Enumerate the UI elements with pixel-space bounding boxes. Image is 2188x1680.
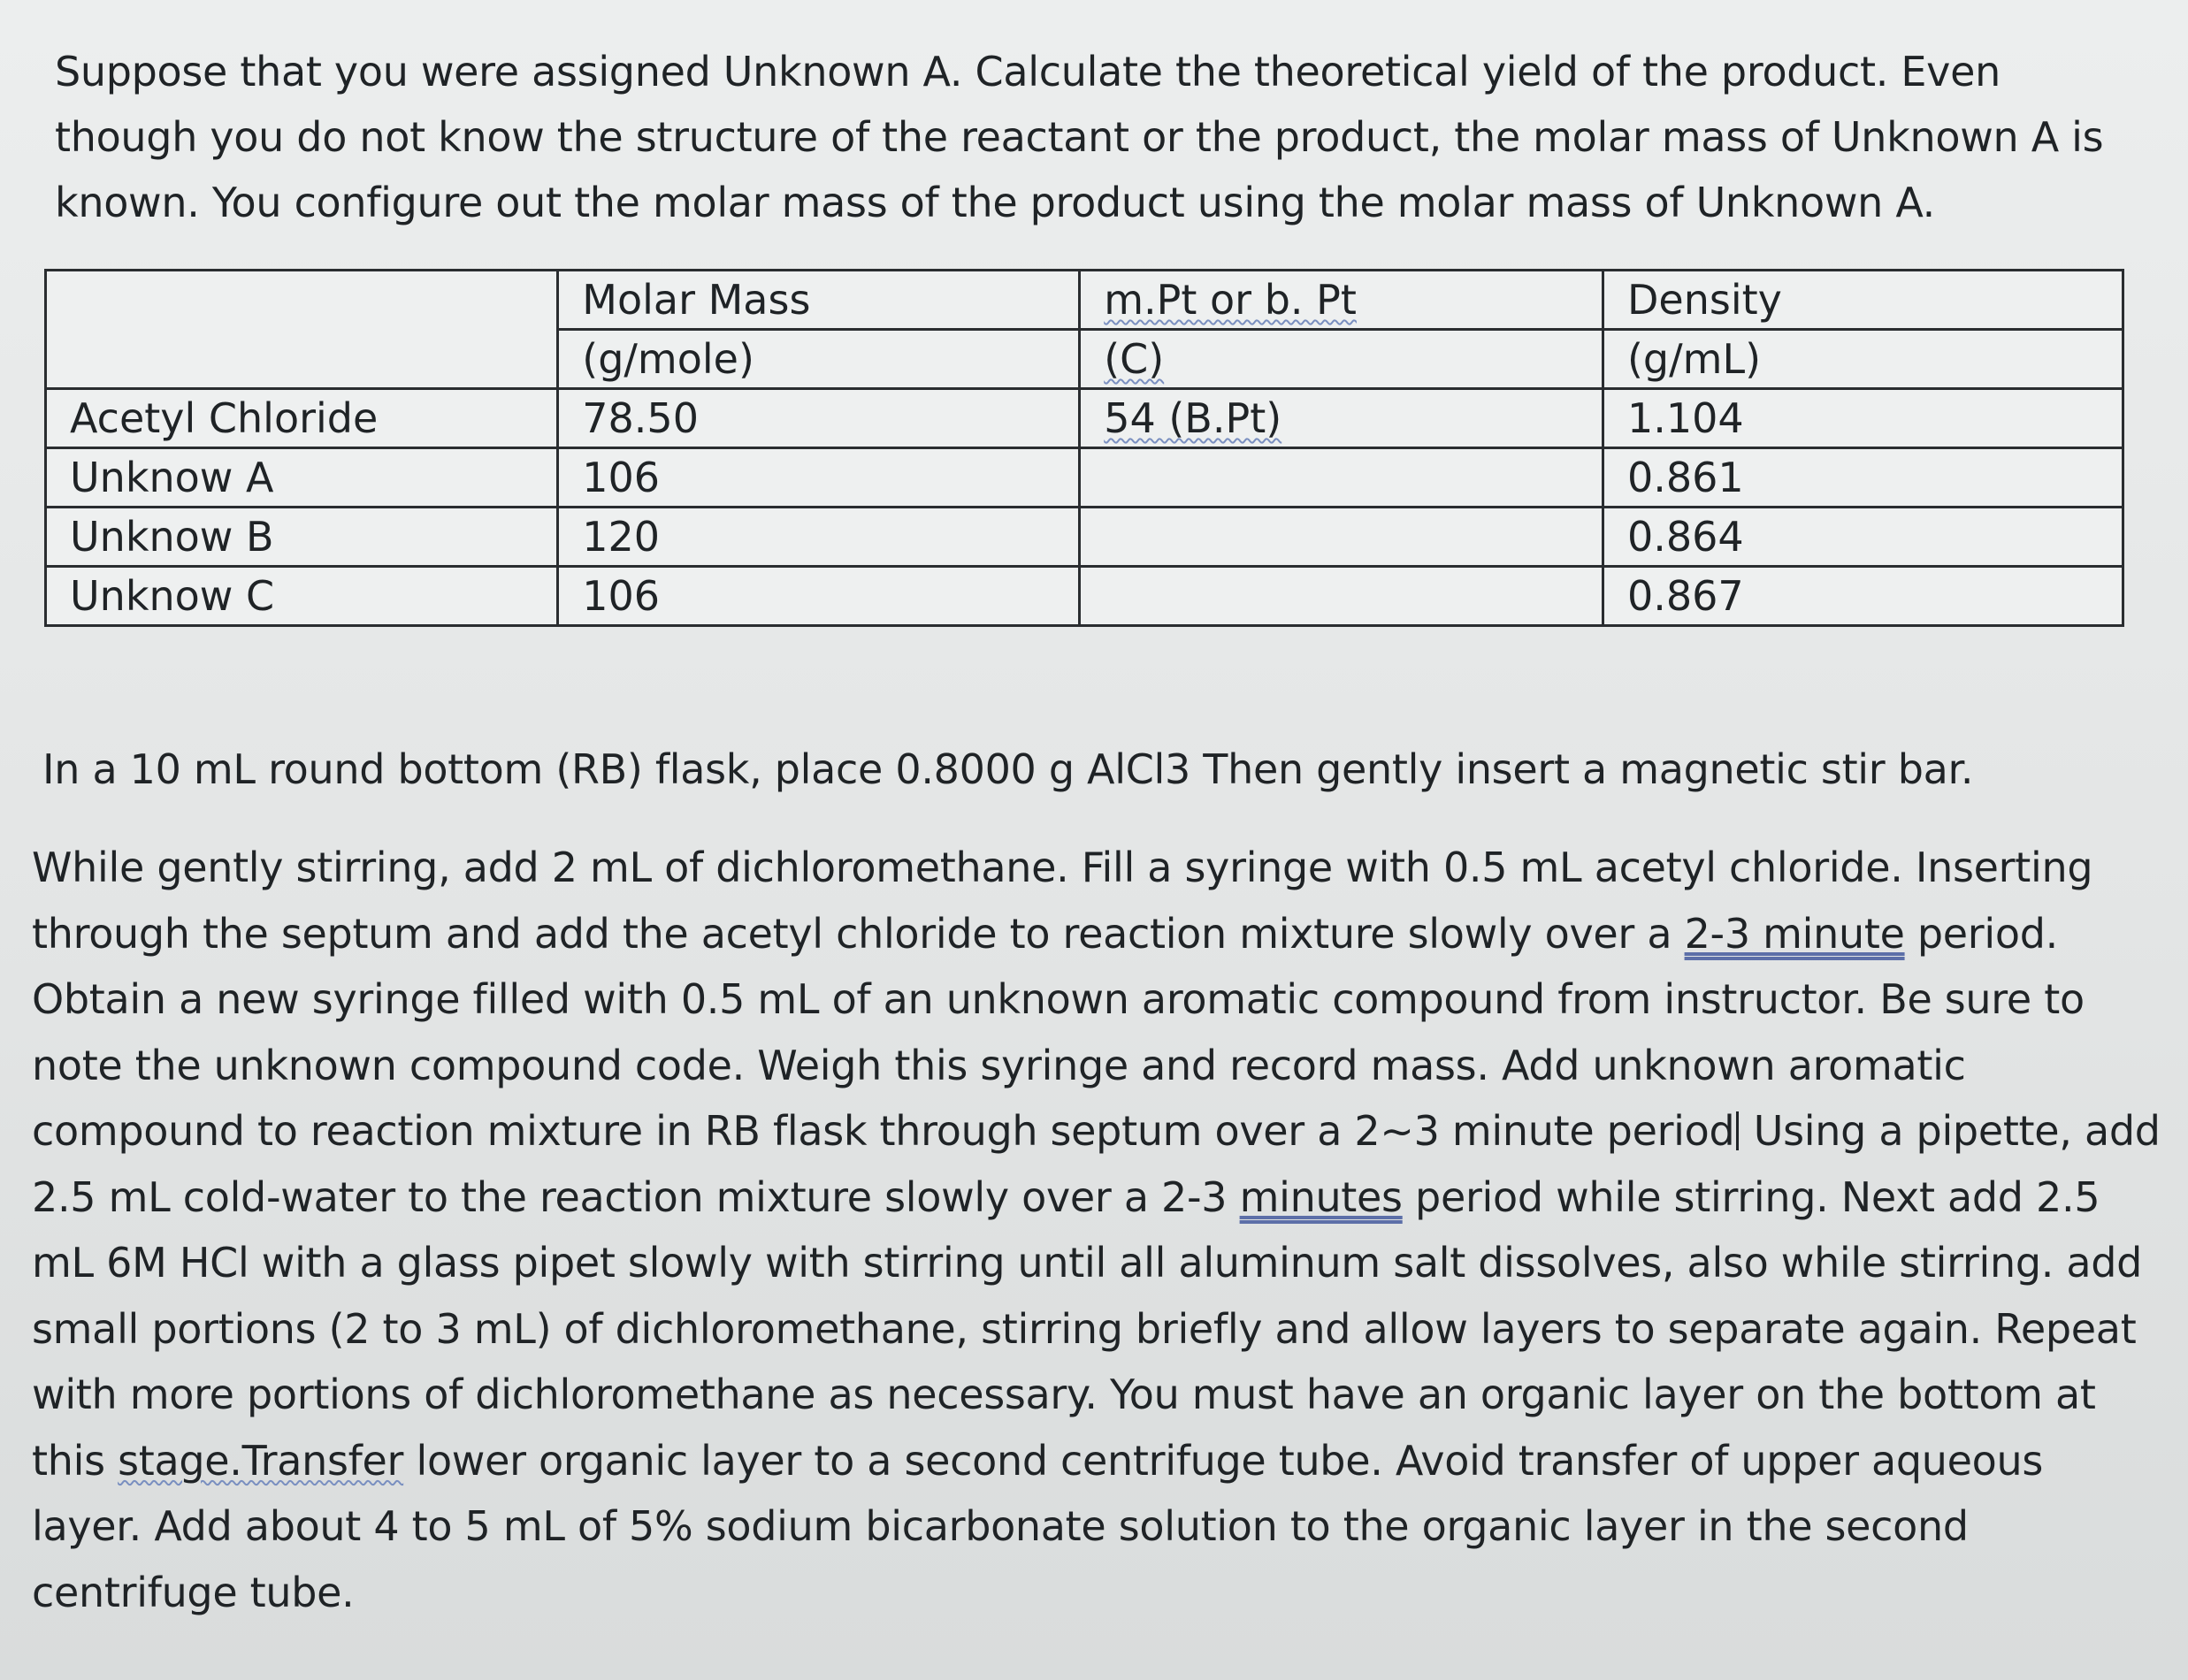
table-header-row-1 — [46, 271, 2123, 330]
table-row — [46, 389, 2123, 448]
compound-name: Unknow B — [46, 508, 558, 567]
header-molar-mass: Molar Mass — [558, 271, 1080, 330]
header-mp-bp-unit-text: (C) — [1104, 335, 1165, 383]
header-mp-bp — [1080, 271, 1603, 330]
molar-mass-value: 120 — [558, 508, 1080, 567]
header-mp-bp-unit — [1080, 330, 1603, 389]
table-row — [46, 508, 2123, 567]
header-density: Density — [1603, 271, 2123, 330]
molar-mass-value: 106 — [558, 567, 1080, 626]
mp-bp-value — [1080, 567, 1603, 626]
density-value: 0.864 — [1603, 508, 2123, 567]
header-density-unit: (g/mL) — [1603, 330, 2123, 389]
density-value: 1.104 — [1603, 389, 2123, 448]
intro-paragraph: Suppose that you were assigned Unknown A. Calculate the theoretical yield of the product. Even though you do not know the structure of the reactant or the product, the molar mass of Unknown A is known. You configure out the molar mass of the product using the molar mass of Unknown A. — [55, 48, 2104, 226]
procedure-text-a: While gently stirring, add 2 mL of dichloromethane. Fill a syringe with 0.5 mL acetyl chloride. Inserting through the septum and add the acetyl chloride to reaction mixture slowly over a — [32, 844, 2093, 958]
mp-bp-value — [1080, 389, 1603, 448]
density-value: 0.861 — [1603, 448, 2123, 508]
header-blank-cell — [46, 271, 558, 389]
text-cursor[interactable] — [1736, 1111, 1739, 1150]
molar-mass-value: 78.50 — [558, 389, 1080, 448]
table-row — [46, 567, 2123, 626]
procedure-step-1: In a 10 mL round bottom (RB) flask, place 0.8000 g AlCl3 Then gently insert a magnetic stir bar. — [42, 745, 1974, 793]
procedure-text-h: lower organic layer to a second centrifuge tube. Avoid transfer of upper aqueous layer. Add about 4 to 5 mL of 5% sodium bicarbonate solution to the organic layer in the second centrifuge tube. — [32, 1436, 2044, 1616]
mp-bp-value — [1080, 508, 1603, 567]
density-value: 0.867 — [1603, 567, 2123, 626]
procedure-text-c: period. Obtain a new syringe filled with 0.5 mL of an unknown aromatic compound from instructor. Be sure to note the unknown compound code. Weigh this syringe and record mass. Add unknown aromatic compound to reaction mixture in RB flask through septum over a 2~3 minute period — [32, 909, 2085, 1155]
mp-bp-value-text: 54 (B.Pt) — [1104, 394, 1282, 442]
procedure-text-e: minutes — [1239, 1172, 1403, 1221]
compound-name: Unknow C — [46, 567, 558, 626]
procedure-text-d: Using a pipette, add 2.5 mL cold-water to the reaction mixture slowly over a 2-3 — [32, 1107, 2161, 1221]
procedure-text-g: stage.Transfer — [118, 1436, 404, 1485]
properties-table — [44, 269, 2124, 627]
header-mp-bp-text: m.Pt or b. Pt — [1104, 276, 1357, 324]
compound-name: Unknow A — [46, 448, 558, 508]
molar-mass-value: 106 — [558, 448, 1080, 508]
procedure-paragraph — [32, 835, 2163, 1625]
procedure-text-f: period while stirring. Next add 2.5 mL 6M HCl with a glass pipet slowly with stirring until all aluminum salt dissolves, also while stirring. add small portions (2 to 3 mL) of dichloromethane, stirring briefly and allow layers to separate again. Repeat with more portions of dichloromethane as necessary. You must have an organic layer on the bottom at this — [32, 1172, 2143, 1485]
table-row — [46, 448, 2123, 508]
header-molar-mass-unit: (g/mole) — [558, 330, 1080, 389]
compound-name: Acetyl Chloride — [46, 389, 558, 448]
mp-bp-value — [1080, 448, 1603, 508]
procedure-text-b: 2-3 minute — [1684, 909, 1905, 958]
